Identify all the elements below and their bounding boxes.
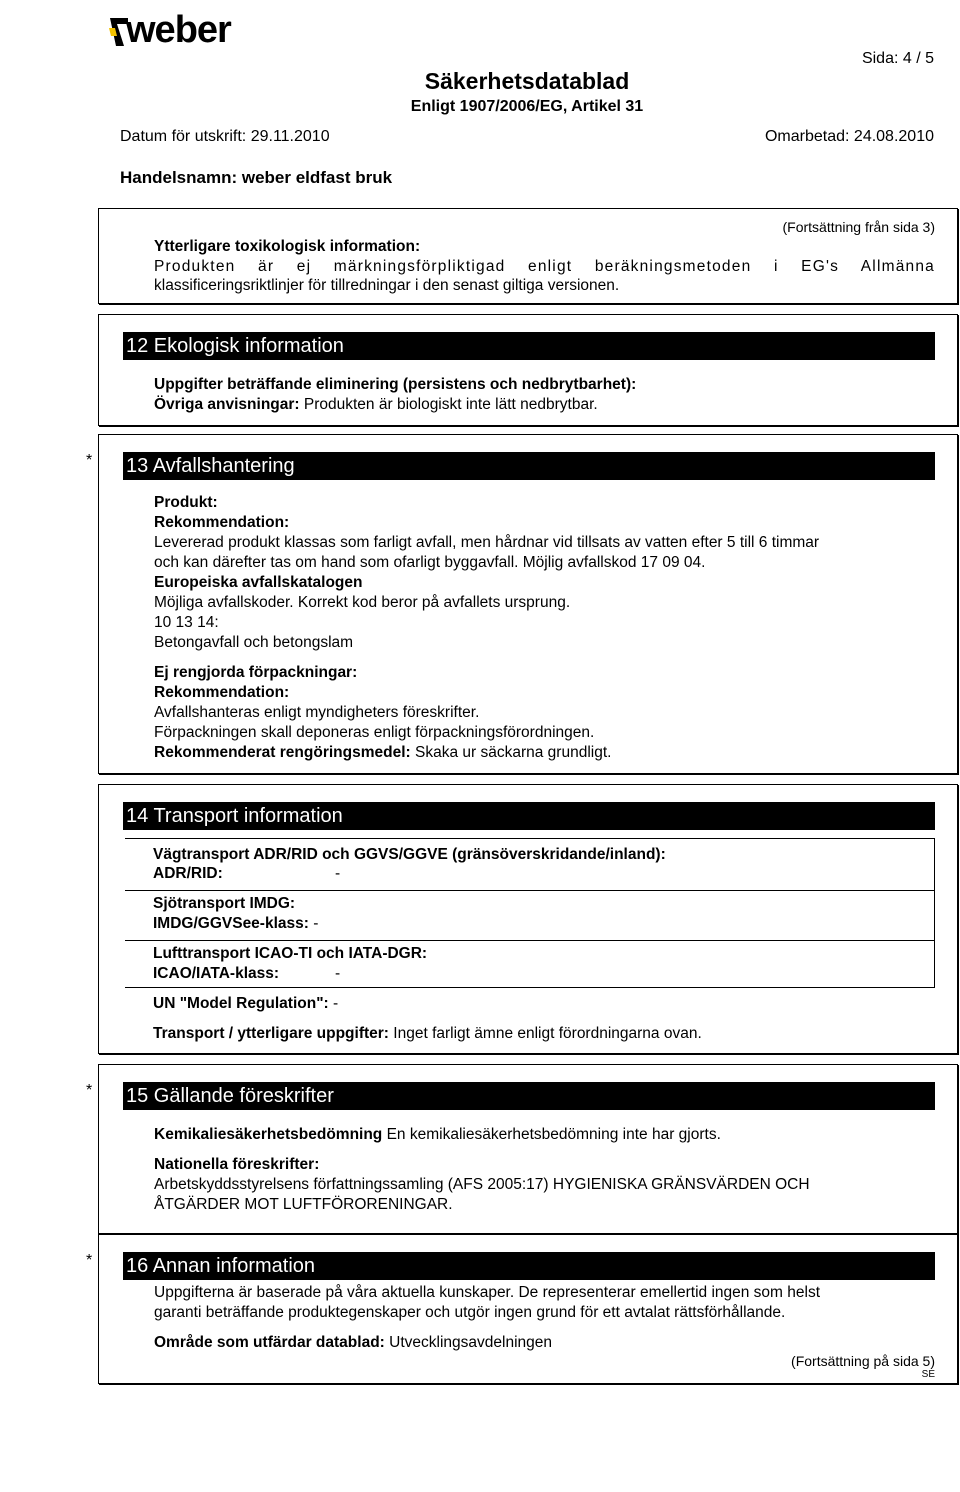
logo-text: weber — [126, 9, 231, 51]
waste-code: 10 13 14: — [154, 614, 219, 631]
icao-value: - — [335, 965, 341, 982]
language-code: SE — [921, 1369, 935, 1380]
ej-rengjorda-heading: Ej rengjorda förpackningar: — [154, 664, 358, 681]
imdg-value: - — [313, 915, 319, 932]
avfall-line-1: Avfallshanteras enligt myndigheters föreskrifter. — [154, 704, 480, 721]
document-title: Säkerhetsdatablad — [424, 68, 630, 94]
change-marker-13: * — [86, 452, 93, 469]
section-16-title: 16 Annan information — [123, 1252, 935, 1280]
rekommendation-text-1: Levererad produkt klassas som farligt avfall, men hårdnar vid tillsats av vatten efter 5 till 6 timmar — [154, 534, 820, 551]
lufttransport-heading: Lufttransport ICAO-TI och IATA-DGR: — [153, 945, 428, 962]
vagtransport-heading: Vägtransport ADR/RID och GGVS/GGVE (gränsöverskridande/inland): — [153, 846, 666, 863]
nationella-heading: Nationella föreskrifter: — [154, 1156, 320, 1173]
avfall-line-2: Förpackningen skall deponeras enligt förpackningsförordningen. — [154, 724, 595, 741]
imdg-row — [153, 914, 318, 934]
kemikaliesakerhet — [154, 1125, 935, 1145]
un-row — [153, 994, 338, 1014]
sjotransport-heading: Sjötransport IMDG: — [153, 895, 296, 912]
ovriga-label: Övriga anvisningar: — [154, 396, 300, 413]
revision-date: Omarbetad: 24.08.2010 — [764, 128, 934, 145]
section-12-title: 12 Ekologisk information — [123, 332, 935, 360]
section-15 — [98, 1064, 958, 1234]
section-13-title: 13 Avfallshantering — [123, 452, 935, 480]
adr-label: ADR/RID: — [153, 865, 223, 882]
produkt-label: Produkt: — [154, 494, 218, 511]
continued-from: (Fortsättning från sida 3) — [782, 219, 935, 235]
section-14-title: 14 Transport information — [123, 802, 935, 830]
tox-line-2: klassificeringsriktlinjer för tillredningar i den senast giltiga versionen. — [154, 277, 620, 294]
rengoringsmedel-label: Rekommenderat rengöringsmedel: — [154, 744, 411, 761]
rengoringsmedel — [154, 743, 935, 763]
toxicology-box — [98, 208, 958, 304]
nationella-line-1: Arbetskyddsstyrelsens författningssamling (AFS 2005:17) HYGIENISKA GRÄNSVÄRDEN OCH — [154, 1176, 810, 1193]
imdg-label: IMDG/GGVSee-klass: — [153, 915, 309, 932]
omrade — [154, 1333, 935, 1353]
un-label: UN "Model Regulation": — [153, 995, 329, 1012]
divider — [125, 890, 935, 891]
rekommendation-text-2: och kan därefter tas om hand som ofarligt byggavfall. Möjlig avfallskod 17 09 04. — [154, 554, 706, 571]
waste-code-desc: Betongavfall och betongslam — [154, 634, 354, 651]
section-13 — [98, 434, 958, 774]
change-marker-15: * — [86, 1082, 93, 1099]
annan-info-line-2: garanti beträffande produktegenskaper och utgör ingen grund för ett avtalat rättsförhållande. — [154, 1304, 786, 1321]
transport-extra — [153, 1024, 702, 1044]
eliminering-heading: Uppgifter beträffande eliminering (persistens och nedbrytbarhet): — [154, 376, 637, 393]
mojliga-koder: Möjliga avfallskoder. Korrekt kod beror på avfallets ursprung. — [154, 594, 571, 611]
adr-value: - — [335, 865, 341, 882]
un-value: - — [333, 995, 339, 1012]
ovriga-anvisningar — [154, 395, 935, 415]
rekommendation-label: Rekommendation: — [154, 514, 290, 531]
trade-name: Handelsnamn: weber eldfast bruk — [120, 168, 393, 187]
transport-extra-value: Inget farligt ämne enligt förordningarna ovan. — [393, 1025, 702, 1042]
annan-info-line-1: Uppgifterna är baserade på våra aktuella kunskaper. De representerar emellertid ingen som helst — [154, 1284, 821, 1301]
omrade-label: Område som utfärdar datablad: — [154, 1334, 385, 1351]
eu-catalog-heading: Europeiska avfallskatalogen — [154, 574, 363, 591]
icao-label: ICAO/IATA-klass: — [153, 965, 280, 982]
continued-on: (Fortsättning på sida 5) — [791, 1353, 935, 1369]
section-16 — [98, 1234, 958, 1384]
print-date: Datum för utskrift: 29.11.2010 — [120, 128, 330, 145]
rengoringsmedel-value: Skaka ur säckarna grundligt. — [415, 744, 612, 761]
change-marker-16: * — [86, 1252, 93, 1269]
tox-heading: Ytterligare toxikologisk information: — [154, 238, 421, 255]
kemikaliesakerhet-value: En kemikaliesäkerhetsbedömning inte har gjorts. — [386, 1126, 721, 1143]
nationella-line-2: ÅTGÄRDER MOT LUFTFÖRORENINGAR. — [154, 1196, 453, 1213]
divider — [125, 940, 935, 941]
weber-logo — [108, 9, 253, 51]
ovriga-value: Produkten är biologiskt inte lätt nedbrytbar. — [303, 396, 598, 413]
section-15-title: 15 Gällande föreskrifter — [123, 1082, 935, 1110]
rekommendation-label-2: Rekommendation: — [154, 684, 290, 701]
section-12 — [98, 314, 958, 426]
document-subtitle: Enligt 1907/2006/EG, Artikel 31 — [410, 98, 644, 115]
tox-line-1: Produkten är ej märkningsförpliktigad enligt beräkningsmetoden i EG's Allmänna — [154, 258, 935, 275]
transport-extra-label: Transport / ytterligare uppgifter: — [153, 1025, 389, 1042]
kemikaliesakerhet-label: Kemikaliesäkerhetsbedömning — [154, 1126, 383, 1143]
omrade-value: Utvecklingsavdelningen — [389, 1334, 552, 1351]
page-number: Sida: 4 / 5 — [861, 50, 934, 67]
